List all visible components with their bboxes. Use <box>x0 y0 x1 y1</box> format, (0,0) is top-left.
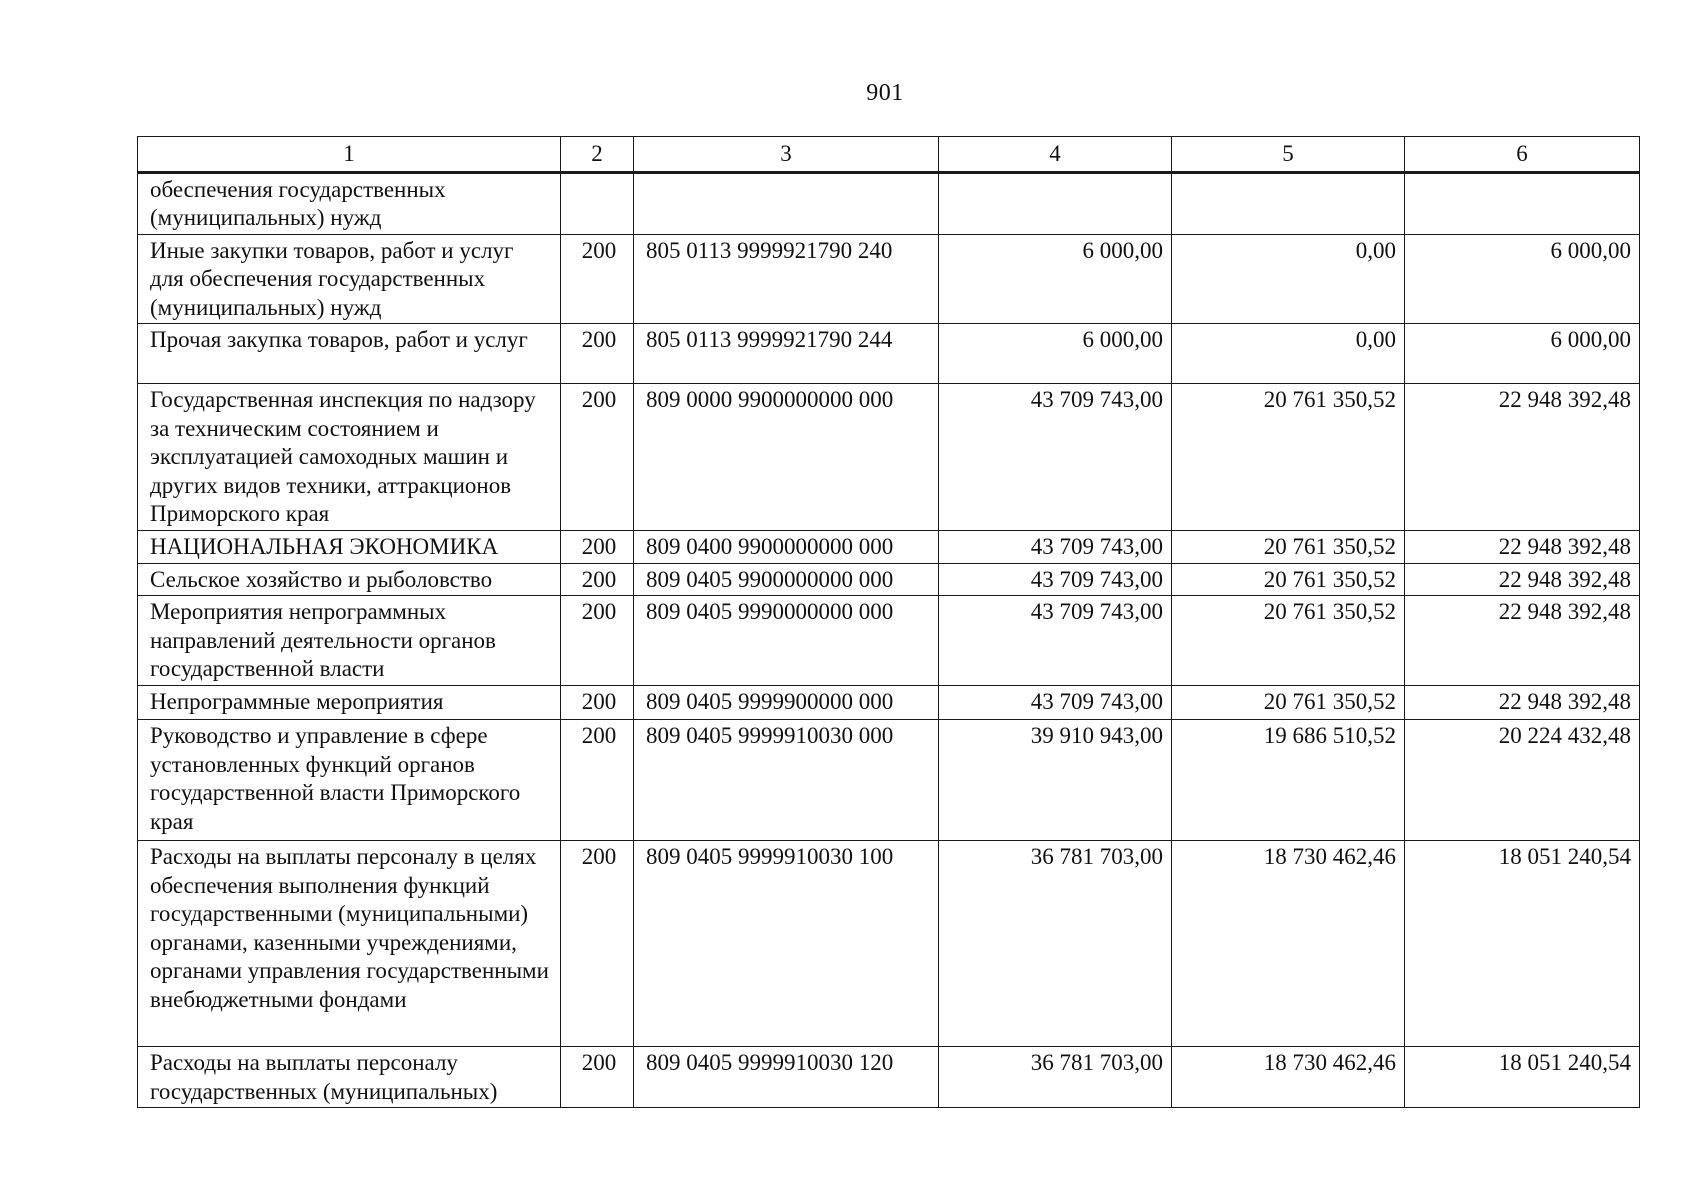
row-budget-code: 809 0405 9999910030 120 <box>634 1047 939 1108</box>
row-line-code: 200 <box>561 324 634 384</box>
header-row <box>138 137 1640 173</box>
row-name: Иные закупки товаров, работ и услуг для обеспечения государственных (муниципальных) нужд <box>138 234 561 324</box>
table-row <box>138 172 1640 234</box>
row-line-code: 200 <box>561 686 634 720</box>
row-amount-col5 <box>1172 172 1405 234</box>
row-line-code: 200 <box>561 841 634 1047</box>
row-name: НАЦИОНАЛЬНАЯ ЭКОНОМИКА <box>138 530 561 563</box>
row-amount-col6 <box>1405 172 1640 234</box>
table-row <box>138 324 1640 384</box>
row-amount-col6: 22 948 392,48 <box>1405 563 1640 596</box>
table-header <box>138 137 1640 173</box>
page-number: 901 <box>866 80 904 106</box>
row-amount-col4: 39 910 943,00 <box>939 720 1172 841</box>
table-row <box>138 841 1640 1047</box>
row-line-code: 200 <box>561 234 634 324</box>
table-row <box>138 720 1640 841</box>
table-row <box>138 234 1640 324</box>
row-amount-col6: 22 948 392,48 <box>1405 596 1640 686</box>
row-amount-col6: 18 051 240,54 <box>1405 1047 1640 1108</box>
row-amount-col4: 43 709 743,00 <box>939 563 1172 596</box>
row-amount-col4: 43 709 743,00 <box>939 384 1172 531</box>
header-col-6: 6 <box>1405 137 1640 173</box>
row-name: Расходы на выплаты персоналу в целях обеспечения выполнения функций государственными (муниципальными) органами, казенными учреждениями, органами управления государственными внебюджетными фондами <box>138 841 561 1047</box>
row-name: Прочая закупка товаров, работ и услуг <box>138 324 561 384</box>
row-name: обеспечения государственных (муниципальных) нужд <box>138 172 561 234</box>
header-col-2: 2 <box>561 137 634 173</box>
row-amount-col4: 43 709 743,00 <box>939 530 1172 563</box>
row-name: Руководство и управление в сфере установленных функций органов государственной власти Приморского края <box>138 720 561 841</box>
row-line-code <box>561 172 634 234</box>
row-amount-col4: 6 000,00 <box>939 324 1172 384</box>
table-row <box>138 530 1640 563</box>
row-amount-col5: 0,00 <box>1172 324 1405 384</box>
row-name: Государственная инспекция по надзору за техническим состоянием и эксплуатацией самоходных машин и других видов техники, аттракционов Приморского края <box>138 384 561 531</box>
row-line-code: 200 <box>561 530 634 563</box>
header-col-5: 5 <box>1172 137 1405 173</box>
row-budget-code: 809 0405 9999910030 000 <box>634 720 939 841</box>
row-amount-col5: 20 761 350,52 <box>1172 384 1405 531</box>
table-row <box>138 686 1640 720</box>
table-body <box>138 172 1640 1108</box>
row-amount-col5: 20 761 350,52 <box>1172 563 1405 596</box>
row-amount-col6: 22 948 392,48 <box>1405 530 1640 563</box>
row-amount-col6: 18 051 240,54 <box>1405 841 1640 1047</box>
row-name: Расходы на выплаты персоналу государственных (муниципальных) <box>138 1047 561 1108</box>
row-amount-col5: 18 730 462,46 <box>1172 841 1405 1047</box>
row-amount-col6: 22 948 392,48 <box>1405 686 1640 720</box>
table-row <box>138 1047 1640 1108</box>
row-line-code: 200 <box>561 596 634 686</box>
table-row <box>138 563 1640 596</box>
row-budget-code: 809 0405 9999910030 100 <box>634 841 939 1047</box>
row-amount-col4: 36 781 703,00 <box>939 1047 1172 1108</box>
header-col-4: 4 <box>939 137 1172 173</box>
row-budget-code: 809 0400 9900000000 000 <box>634 530 939 563</box>
row-budget-code: 809 0000 9900000000 000 <box>634 384 939 531</box>
row-name: Мероприятия непрограммных направлений деятельности органов государственной власти <box>138 596 561 686</box>
row-amount-col4: 43 709 743,00 <box>939 686 1172 720</box>
row-budget-code: 809 0405 9900000000 000 <box>634 563 939 596</box>
row-amount-col6: 6 000,00 <box>1405 234 1640 324</box>
row-amount-col6: 22 948 392,48 <box>1405 384 1640 531</box>
row-amount-col6: 6 000,00 <box>1405 324 1640 384</box>
row-budget-code: 809 0405 9999900000 000 <box>634 686 939 720</box>
row-budget-code <box>634 172 939 234</box>
row-amount-col4 <box>939 172 1172 234</box>
row-budget-code: 805 0113 9999921790 240 <box>634 234 939 324</box>
row-line-code: 200 <box>561 720 634 841</box>
row-amount-col5: 0,00 <box>1172 234 1405 324</box>
header-col-1: 1 <box>138 137 561 173</box>
row-budget-code: 809 0405 9990000000 000 <box>634 596 939 686</box>
row-amount-col5: 20 761 350,52 <box>1172 686 1405 720</box>
row-line-code: 200 <box>561 384 634 531</box>
row-amount-col4: 6 000,00 <box>939 234 1172 324</box>
row-amount-col5: 19 686 510,52 <box>1172 720 1405 841</box>
row-amount-col5: 20 761 350,52 <box>1172 596 1405 686</box>
row-name: Непрограммные мероприятия <box>138 686 561 720</box>
row-amount-col6: 20 224 432,48 <box>1405 720 1640 841</box>
row-amount-col4: 36 781 703,00 <box>939 841 1172 1047</box>
row-amount-col5: 18 730 462,46 <box>1172 1047 1405 1108</box>
row-amount-col4: 43 709 743,00 <box>939 596 1172 686</box>
row-budget-code: 805 0113 9999921790 244 <box>634 324 939 384</box>
budget-table <box>137 136 1640 1108</box>
table-row <box>138 596 1640 686</box>
header-col-3: 3 <box>634 137 939 173</box>
row-line-code: 200 <box>561 563 634 596</box>
row-line-code: 200 <box>561 1047 634 1108</box>
table-row <box>138 384 1640 531</box>
row-name: Сельское хозяйство и рыболовство <box>138 563 561 596</box>
row-amount-col5: 20 761 350,52 <box>1172 530 1405 563</box>
